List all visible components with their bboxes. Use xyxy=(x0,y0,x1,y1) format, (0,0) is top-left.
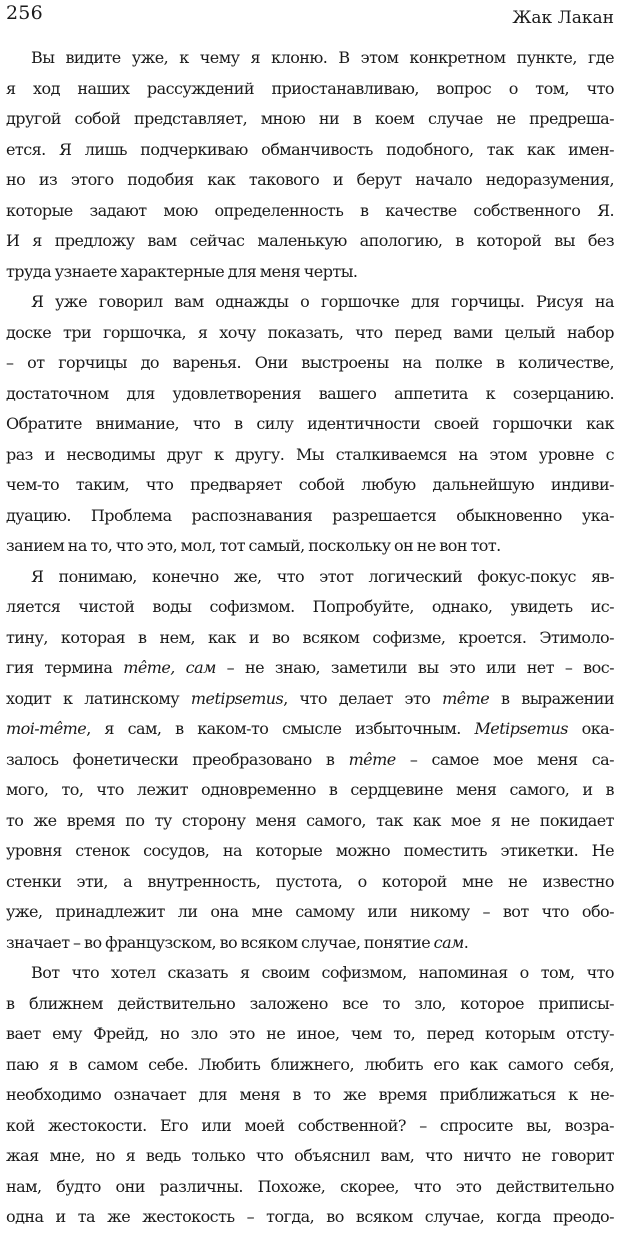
text-segment: ется. Я лишь подчеркиваю обманчивость подобного, так как имен- xyxy=(6,139,614,159)
text-line xyxy=(6,135,614,166)
text-segment: ходит к латинскому xyxy=(6,688,191,708)
text-segment: в ближнем действительно заложено все то зло, которое приписы- xyxy=(6,993,614,1013)
text-line xyxy=(6,379,614,410)
text-line xyxy=(6,928,614,959)
text-segment: Я понимаю, конечно же, что этот логический фокус-покус яв- xyxy=(31,566,614,586)
text-line xyxy=(6,196,614,227)
text-line xyxy=(6,409,614,440)
text-line xyxy=(6,43,614,74)
text-segment: уже, принадлежит ли она мне самому или никому – вот что обо- xyxy=(6,902,614,921)
text-line xyxy=(6,531,614,562)
text-line xyxy=(6,989,614,1020)
text-line xyxy=(6,1050,614,1081)
page-number: 256 xyxy=(6,2,43,24)
text-segment: уровня стенок сосудов, на которые можно поместить этикетки. Не xyxy=(6,841,614,860)
text-segment: жая мне, но я ведь только что объяснил вам, что ничто не говорит xyxy=(6,1146,614,1165)
text-segment: Вот что хотел сказать я своим софизмом, напоминая о том, что xyxy=(31,963,614,982)
text-line xyxy=(6,623,614,654)
text-segment: труда узнаете характерные для меня черты. xyxy=(6,261,358,281)
text-line xyxy=(6,806,614,837)
body-text xyxy=(6,43,614,1233)
running-head-author: Жак Лакан xyxy=(512,8,614,28)
text-line xyxy=(6,836,614,867)
text-line xyxy=(6,745,614,776)
text-line xyxy=(6,1172,614,1203)
text-segment: И я предложу вам сейчас маленькую апологию, в которой вы без xyxy=(6,231,614,250)
text-segment: , я сам, в каком-то смысле избыточным. xyxy=(86,719,475,738)
text-segment: ляется чистой воды софизмом. Попробуйте, однако, увидеть ис- xyxy=(6,597,614,616)
text-line xyxy=(6,348,614,379)
text-segment: которые задают мою определенность в качестве собственного Я. xyxy=(6,200,614,220)
text-segment: в выражении xyxy=(489,688,614,708)
text-segment: кой жестокости. Его или моей собственной? – спросите вы, возра- xyxy=(6,1115,614,1135)
text-segment: Я уже говорил вам однажды о горшочке для горчицы. Рисуя на xyxy=(31,292,614,311)
text-line xyxy=(6,165,614,196)
text-segment: , что делает это xyxy=(283,688,443,708)
text-line xyxy=(6,74,614,105)
text-line xyxy=(6,775,614,806)
text-segment: вает ему Фрейд, но зло это не иное, чем то, перед которым отсту- xyxy=(6,1024,614,1043)
text-segment: – не знаю, заметили вы это или нет – вос- xyxy=(215,658,614,677)
text-line xyxy=(6,1080,614,1111)
text-segment: то же время по ту сторону меня самого, так как мое я не покидает xyxy=(6,810,614,830)
italic-term: moi-même xyxy=(6,719,87,738)
text-segment: Вы видите уже, к чему я клоню. В этом конкретном пункте, где xyxy=(31,48,614,67)
text-line xyxy=(6,287,614,318)
text-segment: паю я в самом себе. Любить ближнего, любить его как самого себя, xyxy=(6,1054,614,1074)
text-line xyxy=(6,867,614,898)
italic-term: metipsemus xyxy=(190,688,284,708)
text-line xyxy=(6,897,614,928)
text-segment: – самое мое меня са- xyxy=(395,749,614,769)
text-line xyxy=(6,104,614,135)
text-segment: значает – во французском, во всяком случае, понятие xyxy=(6,932,434,952)
text-segment: но из этого подобия как такового и берут начало недоразумения, xyxy=(6,170,614,189)
text-line xyxy=(6,470,614,501)
text-line xyxy=(6,226,614,257)
text-segment: занием на то, что это, мол, тот самый, поскольку он не вон тот. xyxy=(6,536,501,555)
text-segment: чем-то таким, что предваряет собой любую дальнейшую индиви- xyxy=(6,475,614,494)
text-line xyxy=(6,653,614,684)
text-segment: я ход наших рассуждений приостанавливаю, вопрос о том, что xyxy=(6,78,614,98)
italic-term: même xyxy=(442,688,490,708)
text-segment: другой собой представляет, мною ни в коем случае не предреша- xyxy=(6,109,614,128)
text-segment: раз и несводимы друг к другу. Мы сталкиваемся на этом уровне с xyxy=(6,444,614,464)
text-line xyxy=(6,1141,614,1172)
text-segment: тину, которая в нем, как и во всяком софизме, кроется. Этимоло- xyxy=(6,627,614,647)
text-segment: необходимо означает для меня в то же время приближаться к не- xyxy=(6,1085,614,1104)
text-segment: мого, то, что лежит одновременно в сердцевине меня самого, и в xyxy=(6,780,614,799)
text-line xyxy=(6,501,614,532)
text-segment: одна и та же жестокость – тогда, во всяком случае, когда преодо- xyxy=(6,1207,614,1226)
text-segment: стенки эти, а внутренность, пустота, о которой мне не известно xyxy=(6,871,614,891)
text-line xyxy=(6,257,614,288)
text-segment: гия термина xyxy=(6,658,124,677)
text-segment: Обратите внимание, что в силу идентичности своей горшочки как xyxy=(6,414,614,433)
text-segment: дуацию. Проблема распознавания разрешается обыкновенно ука- xyxy=(6,505,614,525)
page-header xyxy=(6,0,614,34)
text-segment: доске три горшочка, я хочу показать, что перед вами целый набор xyxy=(6,322,614,342)
text-line xyxy=(6,958,614,989)
text-line xyxy=(6,318,614,349)
text-line xyxy=(6,684,614,715)
text-line xyxy=(6,562,614,593)
text-segment: достаточном для удовлетворения вашего аппетита к созерцанию. xyxy=(6,383,614,403)
text-line xyxy=(6,714,614,745)
italic-term: сам xyxy=(433,932,464,952)
text-segment: . xyxy=(463,932,469,952)
text-line xyxy=(6,1019,614,1050)
text-segment: нам, будто они различны. Похоже, скорее, что это действительно xyxy=(6,1176,614,1196)
text-segment: ока- xyxy=(567,719,614,738)
italic-term: même, сам xyxy=(123,658,216,677)
text-line xyxy=(6,592,614,623)
text-line xyxy=(6,1202,614,1233)
text-segment: залось фонетически преобразовано в xyxy=(6,749,349,769)
text-line xyxy=(6,440,614,471)
italic-term: même xyxy=(348,749,396,769)
text-segment: – от горчицы до варенья. Они выстроены на полке в количестве, xyxy=(6,353,614,372)
italic-term: Metipsemus xyxy=(474,719,568,738)
text-line xyxy=(6,1111,614,1142)
